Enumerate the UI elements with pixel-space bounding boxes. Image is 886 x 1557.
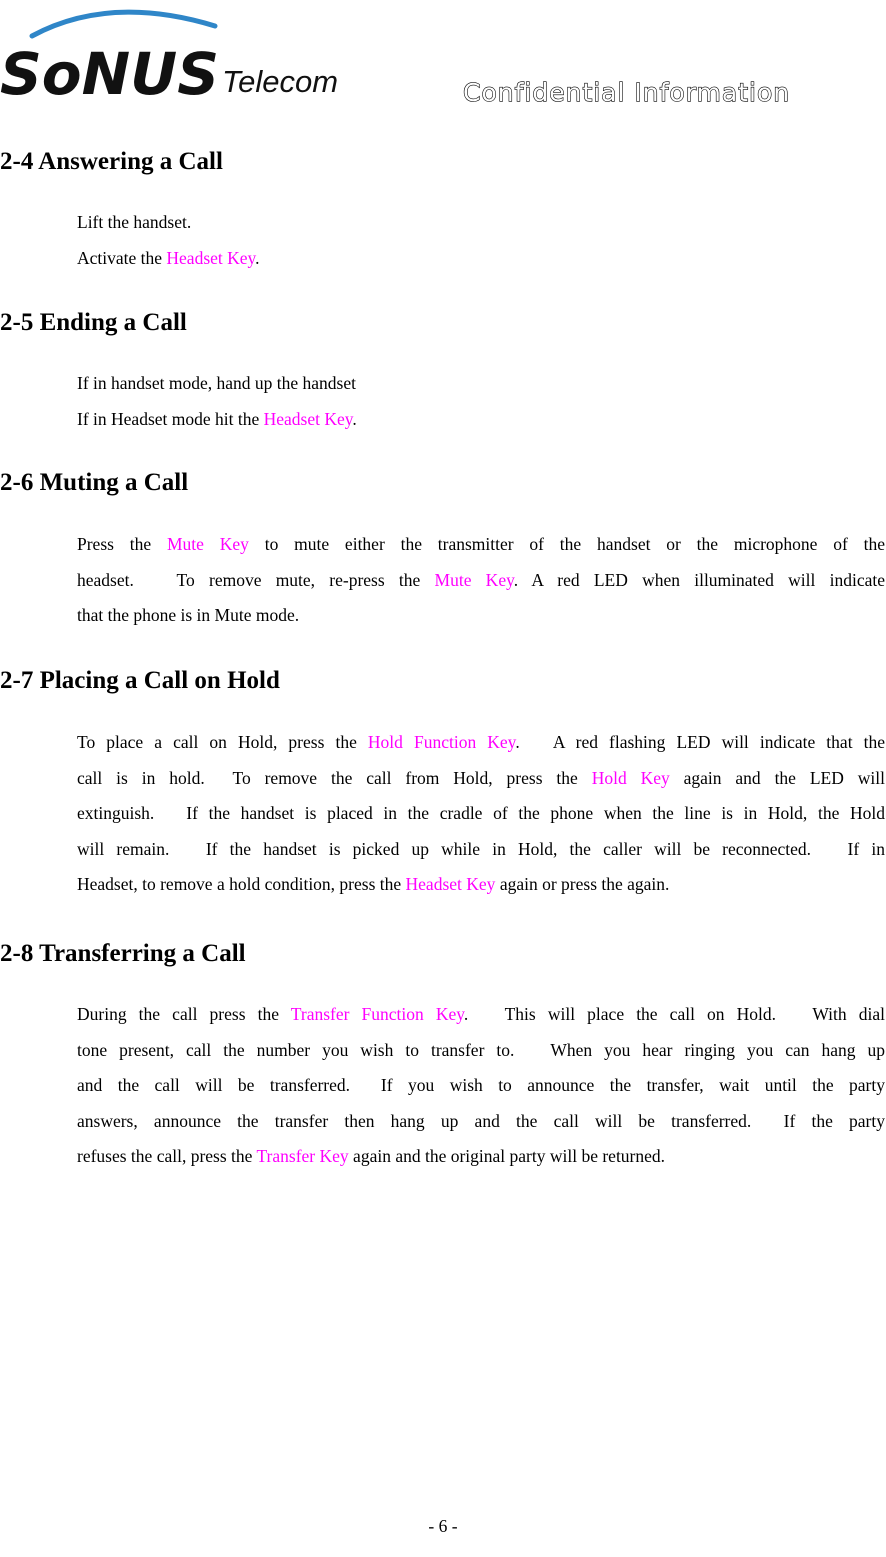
page-number: - 6 -: [428, 1516, 458, 1536]
text-line: Lift the handset.: [77, 212, 192, 232]
mute-key-ref: Mute Key: [434, 569, 514, 590]
section-heading-2-5: 2-5 Ending a Call: [0, 309, 187, 336]
text-line: that the phone is in Mute mode.: [77, 605, 300, 625]
hold-key-ref: Hold Key: [591, 767, 670, 788]
section-heading-2-6: 2-6 Muting a Call: [0, 469, 189, 496]
section-2-7-body: [77, 725, 885, 903]
confidential-label: Confidential Information: [463, 78, 791, 107]
text-line: and the call will be transferred. If you wish to announce the transfer, wait until the party: [77, 1075, 885, 1095]
section-2-6-body: [77, 527, 885, 634]
text-line: headset. To remove mute, re-press the Mute Key. A red LED when illuminated will indicate: [77, 569, 885, 590]
section-heading-2-7: 2-7 Placing a Call on Hold: [0, 667, 280, 694]
text-line: During the call press the Transfer Function Key. This will place the call on Hold. With dial: [77, 1004, 886, 1024]
text-line: If in handset mode, hand up the handset: [77, 373, 356, 393]
text-line: If in Headset mode hit the Headset Key.: [77, 408, 357, 429]
text-line: Activate the Headset Key.: [77, 247, 260, 268]
text-line: To place a call on Hold, press the Hold Function Key. A red flashing LED will indicate that the: [77, 732, 885, 752]
headset-key-ref: Headset Key: [263, 408, 353, 429]
text-line: will remain. If the handset is picked up while in Hold, the caller will be reconnected. If in: [77, 838, 885, 859]
transfer-function-key-ref: Transfer Function Key: [290, 1004, 464, 1024]
text-line: Headset, to remove a hold condition, press the Headset Key again or press the again.: [77, 874, 670, 894]
section-2-5-body: [77, 366, 885, 437]
section-heading-2-4: 2-4 Answering a Call: [0, 148, 223, 175]
section-2-4-body: [77, 205, 885, 276]
hold-function-key-ref: Hold Function Key: [367, 732, 516, 752]
text-line: answers, announce the transfer then hang up and the call will be transferred. If the party: [77, 1110, 885, 1131]
text-line: call is in hold. To remove the call from Hold, press the Hold Key again and the LED will: [77, 767, 885, 788]
sonus-telecom-logo: [0, 0, 340, 110]
headset-key-ref: Headset Key: [405, 874, 496, 894]
logo-subtitle: Telecom: [222, 64, 339, 99]
mute-key-ref: Mute Key: [166, 534, 249, 554]
section-heading-2-8: 2-8 Transferring a Call: [0, 940, 246, 967]
text-line: Press the Mute Key to mute either the transmitter of the handset or the microphone of the: [77, 534, 886, 554]
text-line: extinguish. If the handset is placed in the cradle of the phone when the line is in Hold, the Hold: [77, 803, 885, 823]
text-line: tone present, call the number you wish to transfer to. When you hear ringing you can hang up: [77, 1039, 885, 1060]
logo-wordmark: SoNUS: [0, 40, 220, 108]
section-2-8-body: [77, 997, 885, 1175]
headset-key-ref: Headset Key: [166, 247, 256, 268]
text-line: refuses the call, press the Transfer Key again and the original party will be returned.: [77, 1146, 666, 1166]
transfer-key-ref: Transfer Key: [256, 1146, 349, 1166]
